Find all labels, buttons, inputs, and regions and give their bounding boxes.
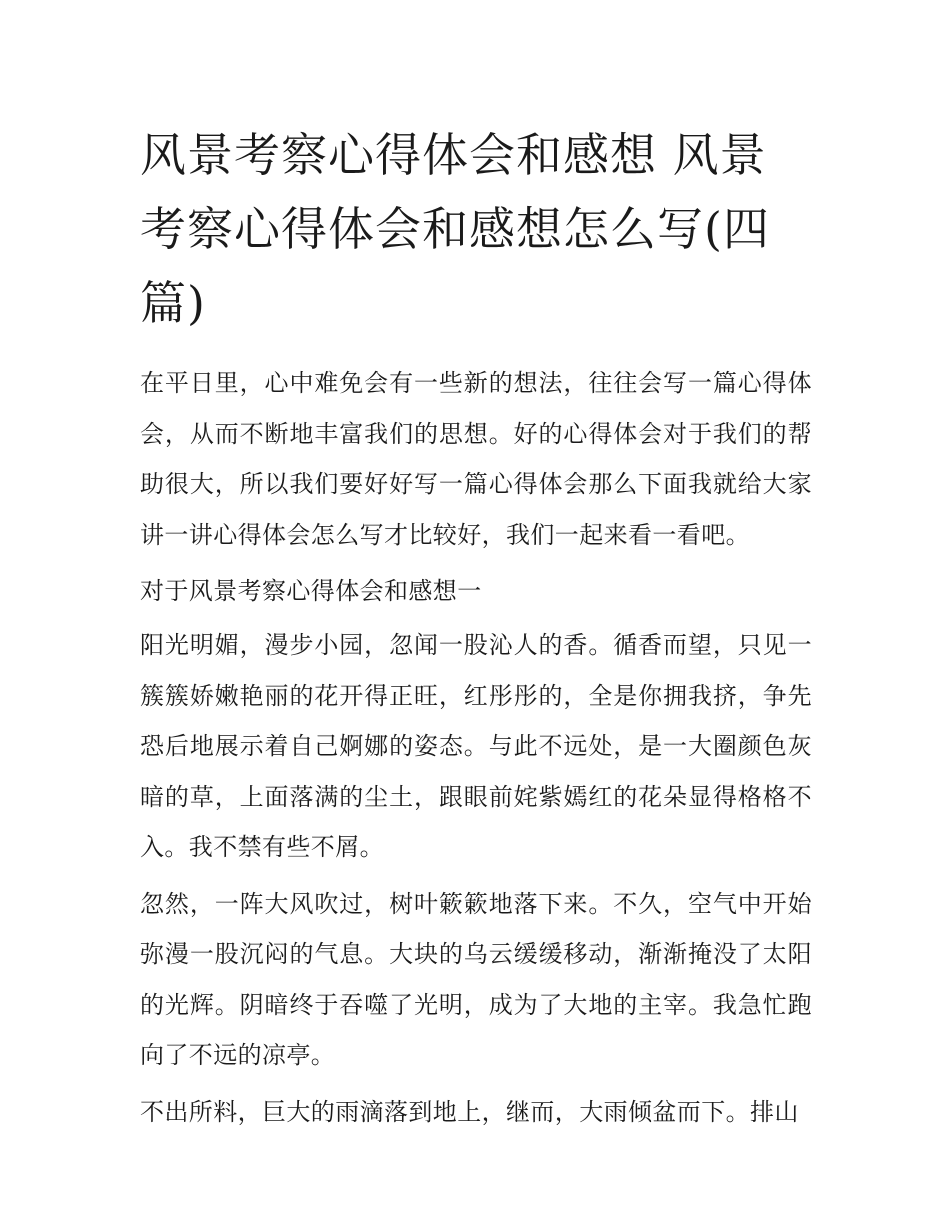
body-paragraph-2: 忽然，一阵大风吹过，树叶簌簌地落下来。不久，空气中开始弥漫一股沉闷的气息。大块的乌云缓缓移动，渐渐掩没了太阳的光辉。阴暗终于吞噬了光明，成为了大地的主宰。我急忙跑向了不远的凉亭。: [140, 889, 812, 1069]
section-heading: 对于风景考察心得体会和感想一: [140, 577, 482, 605]
body-paragraph-1: 阳光明媚，漫步小园，忽闻一股沁人的香。循香而望，只见一簇簇娇嫩艳丽的花开得正旺，红彤彤的，全是你拥我挤，争先恐后地展示着自己婀娜的姿态。与此不远处，是一大圈颜色灰暗的草，上面落满的尘土，跟眼前姹紫嫣红的花朵显得格格不入。我不禁有些不屑。: [140, 631, 812, 861]
document-title: 风景考察心得体会和感想 风景考察心得体会和感想怎么写(四篇): [140, 128, 770, 330]
document-body: [140, 118, 812, 1143]
body-paragraph-3: 不出所料，巨大的雨滴落到地上，继而，大雨倾盆而下。排山: [140, 1097, 799, 1126]
intro-paragraph: 在平日里，心中难免会有一些新的想法，往往会写一篇心得体会，从而不断地丰富我们的思想。好的心得体会对于我们的帮助很大，所以我们要好好写一篇心得体会那么下面我就给大家讲一讲心得体会怎么写才比较好，我们一起来看一看吧。: [140, 369, 812, 549]
